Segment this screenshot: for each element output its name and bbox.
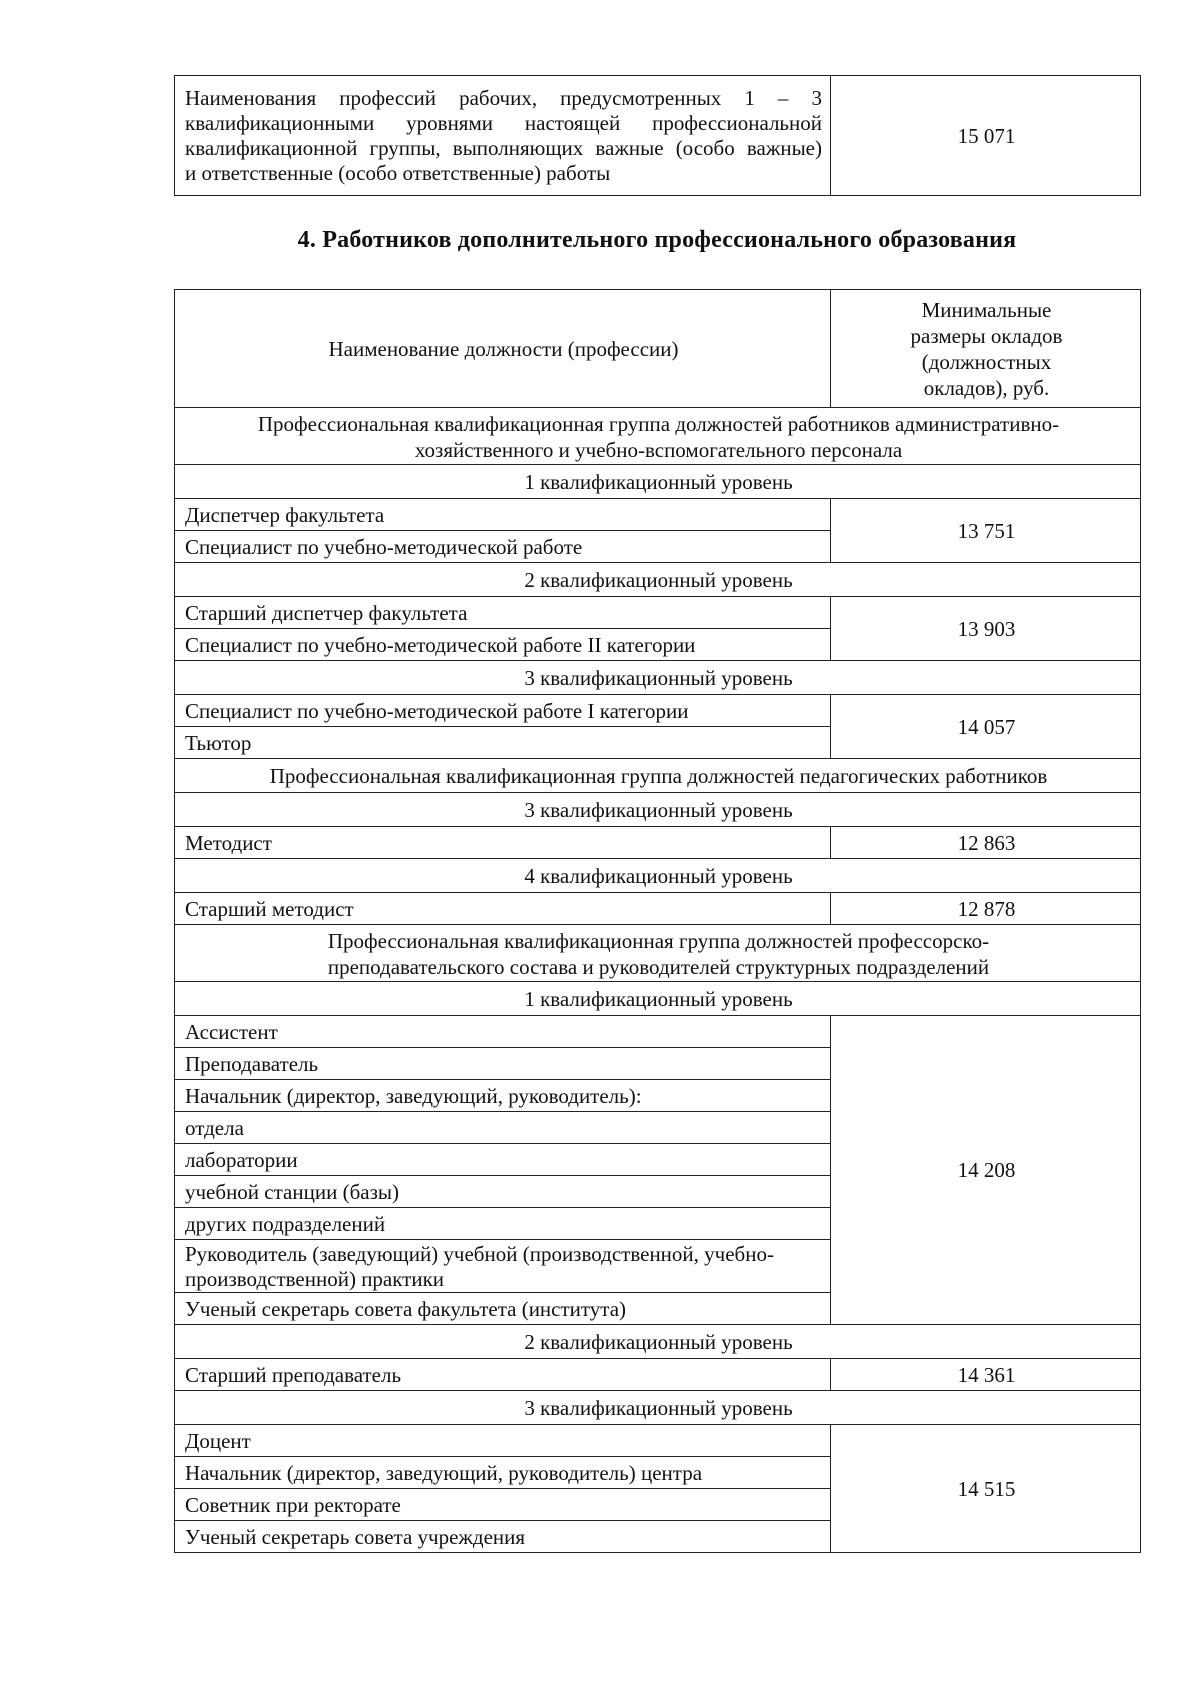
workers-description (175, 76, 831, 196)
description-line: и ответственные (особо ответственные) работы (185, 161, 611, 185)
salary-value: 14 057 (831, 695, 1141, 759)
level-row (175, 661, 1141, 695)
position-name: отдела (175, 1112, 831, 1144)
header-line: (должностных (921, 350, 1052, 374)
group-row (175, 759, 1141, 793)
group-title (175, 408, 1141, 465)
salary-value: 12 878 (831, 893, 1141, 925)
salary-table (174, 289, 1141, 1553)
level-row (175, 465, 1141, 499)
salary-value: 13 751 (831, 499, 1141, 563)
workers-salary-table (174, 75, 1141, 196)
column-header-salary (831, 290, 1141, 408)
salary-value: 14 208 (831, 1016, 1141, 1325)
group-title-line: Профессиональная квалификационная группа должностей работников административно- (257, 411, 1060, 436)
position-name: Методист (175, 827, 831, 859)
table-row (175, 1359, 1141, 1391)
position-name (175, 1240, 831, 1293)
position-name: Начальник (директор, заведующий, руководитель): (175, 1080, 831, 1112)
level-row (175, 793, 1141, 827)
position-name: Преподаватель (175, 1048, 831, 1080)
level-label: 3 квалификационный уровень (175, 1391, 1141, 1425)
position-name: Специалист по учебно-методической работе II категории (175, 629, 831, 661)
level-label: 4 квалификационный уровень (175, 859, 1141, 893)
position-name: Ученый секретарь совета учреждения (175, 1521, 831, 1553)
position-name: Доцент (175, 1425, 831, 1457)
group-row (175, 925, 1141, 982)
level-label: 3 квалификационный уровень (175, 661, 1141, 695)
position-name: Старший преподаватель (175, 1359, 831, 1391)
group-title (175, 925, 1141, 982)
position-name: учебной станции (базы) (175, 1176, 831, 1208)
position-name: Старший диспетчер факультета (175, 597, 831, 629)
salary-value: 15 071 (831, 76, 1141, 196)
table-row (175, 827, 1141, 859)
header-line: окладов), руб. (923, 376, 1050, 400)
salary-value: 13 903 (831, 597, 1141, 661)
position-name: Тьютор (175, 727, 831, 759)
level-label: 3 квалификационный уровень (175, 793, 1141, 827)
position-name: Специалист по учебно-методической работе (175, 531, 831, 563)
level-row (175, 1325, 1141, 1359)
level-row (175, 1391, 1141, 1425)
position-name: Советник при ректорате (175, 1489, 831, 1521)
level-row (175, 982, 1141, 1016)
header-line: Минимальные (921, 298, 1052, 322)
group-title-line: Профессиональная квалификационная группа должностей профессорско- (327, 928, 990, 953)
group-title-line: хозяйственного и учебно-вспомогательного персонала (414, 437, 903, 462)
table-row (175, 1425, 1141, 1457)
group-title: Профессиональная квалификационная группа должностей педагогических работников (175, 759, 1141, 793)
salary-value: 12 863 (831, 827, 1141, 859)
table-row (175, 597, 1141, 629)
table-header-row (175, 290, 1141, 408)
position-name: других подразделений (175, 1208, 831, 1240)
level-row (175, 563, 1141, 597)
salary-value: 14 361 (831, 1359, 1141, 1391)
header-line: размеры окладов (910, 324, 1063, 348)
position-name: Специалист по учебно-методической работе I категории (175, 695, 831, 727)
section-heading: 4. Работников дополнительного профессионального образования (297, 227, 1017, 253)
level-label: 1 квалификационный уровень (175, 982, 1141, 1016)
position-line: Руководитель (заведующий) учебной (производственной, учебно- (185, 1241, 774, 1266)
description-line: квалификационными уровнями настоящей профессиональной (185, 111, 822, 135)
column-header-position: Наименование должности (профессии) (175, 290, 831, 408)
level-label: 2 квалификационный уровень (175, 563, 1141, 597)
position-name: Старший методист (175, 893, 831, 925)
level-row (175, 859, 1141, 893)
table-row (175, 1016, 1141, 1048)
position-name: лаборатории (175, 1144, 831, 1176)
position-name: Ученый секретарь совета факультета (института) (175, 1293, 831, 1325)
level-label: 2 квалификационный уровень (175, 1325, 1141, 1359)
position-line: производственной) практики (185, 1266, 445, 1291)
position-name: Диспетчер факультета (175, 499, 831, 531)
table-row (175, 76, 1141, 196)
group-title-line: преподавательского состава и руководителей структурных подразделений (327, 954, 990, 979)
level-label: 1 квалификационный уровень (175, 465, 1141, 499)
salary-value: 14 515 (831, 1425, 1141, 1553)
position-name: Ассистент (175, 1016, 831, 1048)
table-row (175, 499, 1141, 531)
table-row (175, 893, 1141, 925)
description-line: квалификационной группы, выполняющих важные (особо важные) (185, 136, 822, 160)
group-row (175, 408, 1141, 465)
description-line: Наименования профессий рабочих, предусмотренных 1 – 3 (185, 86, 822, 110)
position-name: Начальник (директор, заведующий, руководитель) центра (175, 1457, 831, 1489)
table-row (175, 695, 1141, 727)
